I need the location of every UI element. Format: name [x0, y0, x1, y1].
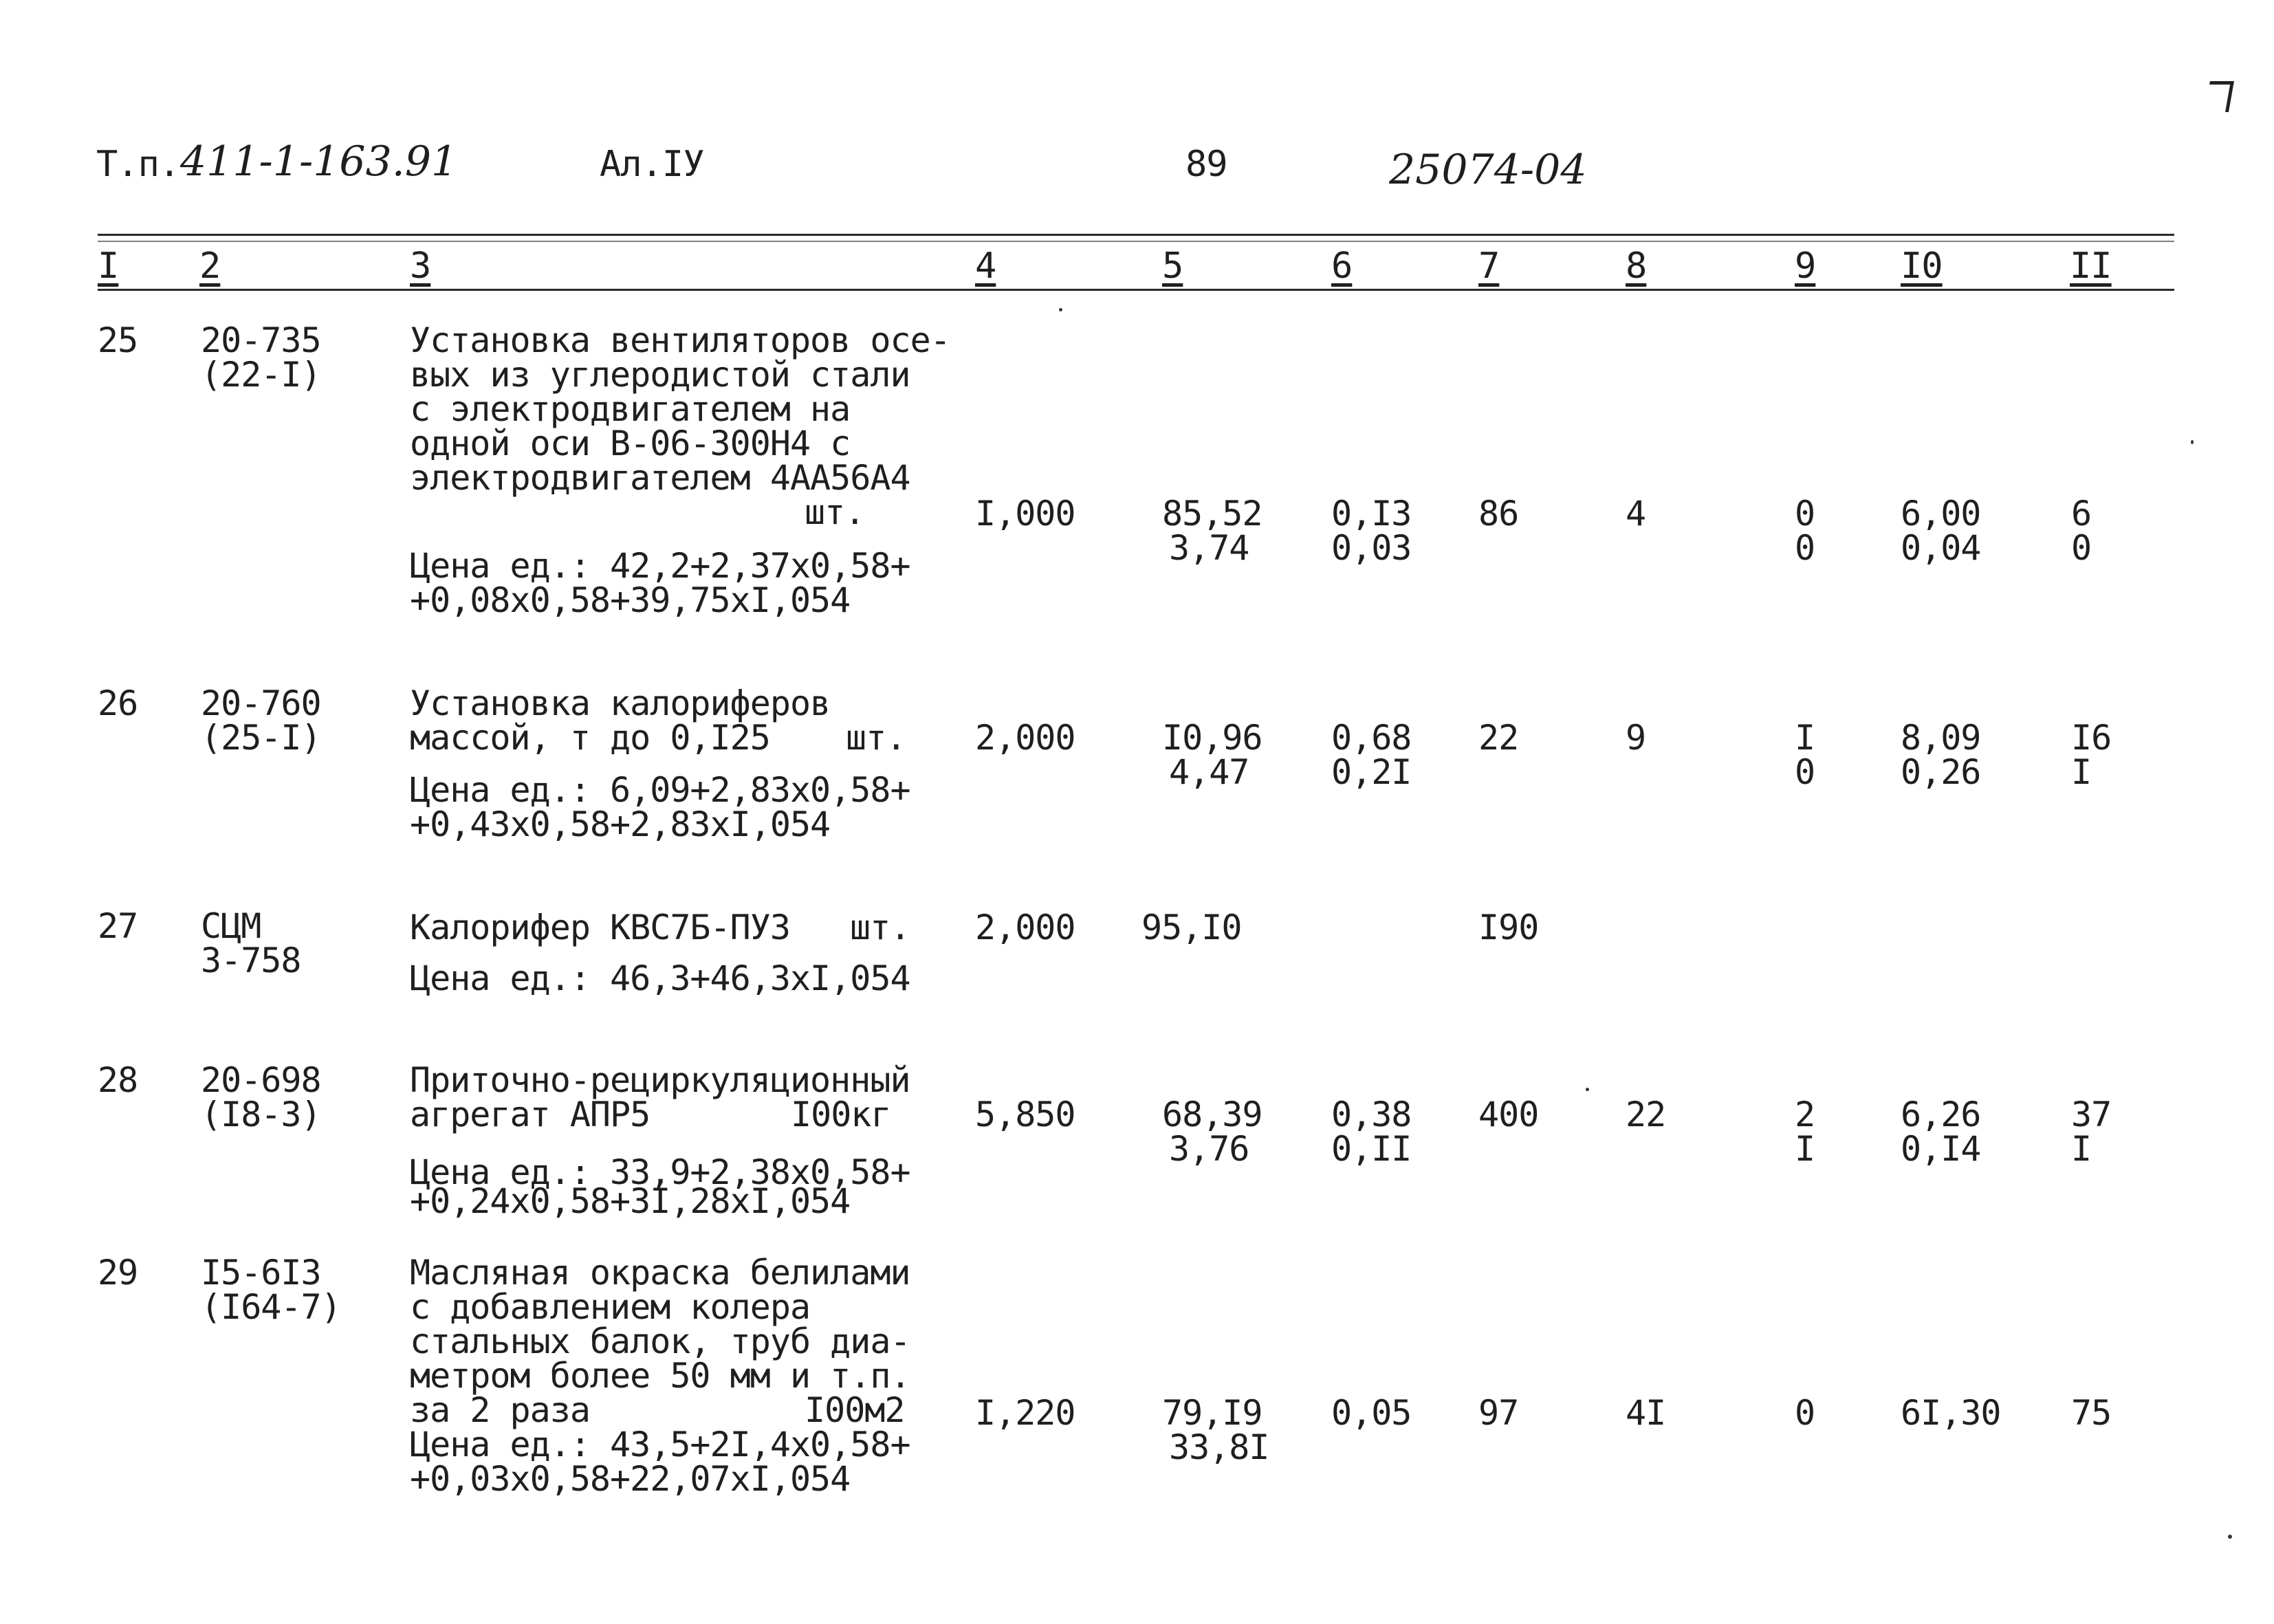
- row-col10-sub: 0,04: [1901, 528, 1981, 568]
- row-description: Приточно-рециркуляционный: [410, 1060, 910, 1100]
- column-number-5: 5: [1162, 245, 1183, 287]
- row-unit: шт.: [846, 718, 906, 758]
- row-unit: I00м2: [805, 1390, 905, 1430]
- row-col9: 2: [1795, 1095, 1815, 1134]
- row-description: метром более 50 мм и т.п.: [410, 1356, 910, 1396]
- row-description: Установка вентиляторов осе-: [410, 320, 950, 360]
- row-col6: 0,05: [1331, 1393, 1412, 1433]
- row-col5: 68,39: [1162, 1095, 1262, 1134]
- row-col10-sub: 0,I4: [1901, 1129, 1981, 1169]
- row-col6: 0,68: [1331, 718, 1412, 758]
- row-col7: 22: [1478, 718, 1519, 758]
- scan-speck: [2228, 1535, 2232, 1539]
- row-col5-sub: 4,47: [1169, 752, 1249, 792]
- row-description: Установка калориферов: [410, 683, 831, 723]
- row-col8: 22: [1626, 1095, 1666, 1134]
- column-number-4: 4: [975, 245, 996, 287]
- row-description: одной оси В-06-300Н4 с: [410, 424, 851, 463]
- scan-speck: [2191, 440, 2194, 444]
- corner-mark: [2205, 81, 2234, 112]
- row-col11-sub: I: [2071, 1129, 2092, 1169]
- row-unit: I00кг: [791, 1095, 891, 1134]
- header-rule-top: [98, 234, 2174, 236]
- album-label: Ал.IУ: [600, 144, 704, 185]
- row-quantity: I,000: [975, 494, 1075, 534]
- row-description: с электродвигателем на: [410, 389, 851, 429]
- row-code: 20-698: [201, 1060, 321, 1100]
- row-col5-sub: 3,76: [1169, 1129, 1249, 1169]
- row-col11-sub: 0: [2071, 528, 2092, 568]
- row-code: СЦМ: [201, 906, 261, 946]
- row-quantity: 5,850: [975, 1095, 1075, 1134]
- row-col10-sub: 0,26: [1901, 752, 1981, 792]
- row-col9-sub: 0: [1795, 528, 1815, 568]
- row-number: 27: [98, 906, 138, 946]
- row-number: 29: [98, 1253, 138, 1293]
- row-quantity: I,220: [975, 1393, 1075, 1433]
- row-price-formula: Цена ед.: 33,9+2,38х0,58+: [410, 1152, 910, 1192]
- row-price-formula: Цена ед.: 43,5+2I,4х0,58+: [410, 1425, 910, 1464]
- header-prefix: Т.п.: [96, 144, 180, 185]
- scan-speck: [1586, 1088, 1589, 1091]
- row-quantity: 2,000: [975, 718, 1075, 758]
- row-price-formula: Цена ед.: 6,09+2,83х0,58+: [410, 770, 910, 810]
- row-code: I5-6I3: [201, 1253, 321, 1293]
- row-code-ref: (25-I): [201, 718, 321, 758]
- scan-speck: [1059, 308, 1062, 311]
- row-col5: I0,96: [1162, 718, 1262, 758]
- row-col10: 8,09: [1901, 718, 1981, 758]
- row-description: Калорифер КВС7Б-ПУЗ: [410, 908, 790, 947]
- column-number-6: 6: [1331, 245, 1353, 287]
- column-number-10: I0: [1901, 245, 1943, 287]
- column-number-8: 8: [1626, 245, 1647, 287]
- row-col9-sub: I: [1795, 1129, 1815, 1169]
- document-code: 25074-04: [1389, 146, 1587, 194]
- row-col5-sub: 3,74: [1169, 528, 1249, 568]
- row-col9: I: [1795, 718, 1815, 758]
- project-number: 411-1-163.91: [180, 138, 458, 186]
- row-price-formula: +0,43х0,58+2,83хI,054: [410, 804, 831, 844]
- row-col10: 6,00: [1901, 494, 1981, 534]
- row-col6-sub: 0,2I: [1331, 752, 1412, 792]
- row-description: агрегат АПР5: [410, 1095, 651, 1134]
- row-col8: 4I: [1626, 1393, 1666, 1433]
- row-code: 20-735: [201, 320, 321, 360]
- row-col9: 0: [1795, 494, 1815, 534]
- row-description: стальных балок, труб диа-: [410, 1321, 910, 1361]
- row-description: вых из углеродистой стали: [410, 355, 910, 395]
- row-unit: шт.: [850, 908, 910, 947]
- row-col7: 400: [1478, 1095, 1539, 1134]
- row-price-formula: Цена ед.: 42,2+2,37х0,58+: [410, 546, 910, 586]
- column-number-11: II: [2070, 245, 2112, 287]
- row-price-formula: +0,24х0,58+3I,28хI,054: [410, 1181, 851, 1221]
- row-col5: 95,I0: [1141, 908, 1242, 947]
- row-col10: 6I,30: [1901, 1393, 2001, 1433]
- row-col11: 37: [2071, 1095, 2112, 1134]
- row-description: с добавлением колера: [410, 1287, 811, 1327]
- row-col11: I6: [2071, 718, 2112, 758]
- row-code-ref: 3-758: [201, 941, 301, 980]
- row-code: 20-760: [201, 683, 321, 723]
- header-rule-top-2: [98, 241, 2174, 242]
- row-col11: 6: [2071, 494, 2092, 534]
- row-col6: 0,38: [1331, 1095, 1412, 1134]
- row-quantity: 2,000: [975, 908, 1075, 947]
- row-number: 25: [98, 320, 138, 360]
- row-col5: 85,52: [1162, 494, 1262, 534]
- row-col7: I90: [1478, 908, 1539, 947]
- row-unit: шт.: [805, 492, 865, 532]
- row-description: Масляная окраска белилами: [410, 1253, 910, 1293]
- row-col6: 0,I3: [1331, 494, 1412, 534]
- row-price-formula: +0,08х0,58+39,75хI,054: [410, 580, 851, 620]
- row-number: 26: [98, 683, 138, 723]
- row-col6-sub: 0,03: [1331, 528, 1412, 568]
- row-description: массой, т до 0,I25: [410, 718, 770, 758]
- row-col9: 0: [1795, 1393, 1815, 1433]
- row-number: 28: [98, 1060, 138, 1100]
- column-number-3: 3: [410, 245, 431, 287]
- column-number-9: 9: [1795, 245, 1816, 287]
- row-code-ref: (22-I): [201, 355, 321, 395]
- column-number-1: I: [98, 245, 119, 287]
- row-price-formula: +0,03х0,58+22,07хI,054: [410, 1459, 851, 1499]
- header-rule-bottom: [98, 289, 2174, 291]
- row-col11-sub: I: [2071, 752, 2092, 792]
- column-number-7: 7: [1478, 245, 1500, 287]
- row-description: за 2 раза: [410, 1390, 590, 1430]
- row-col8: 9: [1626, 718, 1646, 758]
- row-col5-sub: 33,8I: [1169, 1427, 1269, 1467]
- row-col8: 4: [1626, 494, 1646, 534]
- row-col11: 75: [2071, 1393, 2112, 1433]
- row-description: электродвигателем 4АА56А4: [410, 458, 910, 498]
- column-number-2: 2: [199, 245, 221, 287]
- row-code-ref: (I64-7): [201, 1287, 341, 1327]
- row-price-formula: Цена ед.: 46,3+46,3хI,054: [410, 958, 910, 998]
- row-col6-sub: 0,II: [1331, 1129, 1412, 1169]
- row-col9-sub: 0: [1795, 752, 1815, 792]
- row-col7: 86: [1478, 494, 1519, 534]
- row-code-ref: (I8-3): [201, 1095, 321, 1134]
- page-number: 89: [1185, 144, 1227, 185]
- row-col5: 79,I9: [1162, 1393, 1262, 1433]
- row-col7: 97: [1478, 1393, 1519, 1433]
- row-col10: 6,26: [1901, 1095, 1981, 1134]
